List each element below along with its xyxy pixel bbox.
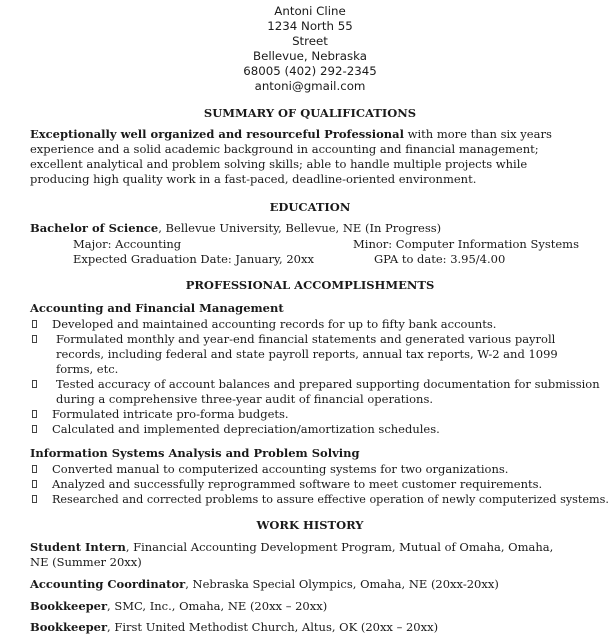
list-item: Analyzed and successfully reprogrammed software to meet customer requirements.	[30, 477, 600, 492]
job-entry	[30, 599, 327, 614]
job-details: , Nebraska Special Olympics, Omaha, NE (20xx-20xx)	[185, 577, 499, 591]
bullet-icon	[32, 410, 37, 418]
contact-street-line-1: 1234 North 55	[267, 19, 353, 33]
degree-institution: , Bellevue University, Bellevue, NE (In Progress)	[158, 221, 442, 235]
contact-email: antoni@gmail.com	[254, 79, 366, 93]
list-item: Researched and corrected problems to assure effective operation of newly computerized systems.	[30, 492, 600, 507]
education-minor: Minor: Computer Information Systems	[353, 237, 579, 251]
accomplishments-heading: PROFESSIONAL ACCOMPLISHMENTS	[185, 278, 435, 292]
bullet-icon	[32, 480, 37, 488]
job-entry	[30, 577, 499, 592]
contact-street-line-2: Street	[292, 34, 328, 48]
job-details: , SMC, Inc., Omaha, NE (20xx – 20xx)	[107, 599, 328, 613]
bullet-icon	[32, 425, 37, 433]
summary-lead: Exceptionally well organized and resourceful Professional	[30, 127, 404, 141]
job-title: Bookkeeper	[30, 620, 108, 634]
list-item: Developed and maintained accounting records for up to fifty bank accounts.	[30, 317, 600, 332]
list-item: Formulated intricate pro-forma budgets.	[30, 407, 600, 422]
job-title: Accounting Coordinator	[30, 577, 186, 591]
bullet-icon	[32, 380, 37, 388]
list-item: Converted manual to computerized accounting systems for two organizations.	[30, 462, 600, 477]
summary-text: with more than six years experience and a solid academic background in accounting and financial management; excellent analytical and problem solving skills; able to handle multiple projects while producing high quality work in a fast-paced, deadline-oriented environment.	[30, 127, 552, 186]
list-item: Calculated and implemented depreciation/amortization schedules.	[30, 422, 600, 437]
bullet-icon	[32, 335, 37, 343]
accomplishment-group-title: Accounting and Financial Management	[30, 301, 284, 315]
bullet-icon	[32, 320, 37, 328]
contact-name: Antoni Cline	[274, 4, 346, 18]
contact-block	[0, 4, 611, 94]
job-details: , First United Methodist Church, Altus, OK (20xx – 20xx)	[107, 620, 439, 634]
accomplishment-group-title: Information Systems Analysis and Problem Solving	[30, 446, 360, 460]
list-item: Tested accuracy of account balances and prepared supporting documentation for submission during a comprehensive three-year audit of financial operations.	[30, 377, 600, 407]
education-heading: EDUCATION	[269, 200, 351, 214]
job-entry	[30, 620, 438, 635]
bullet-icon	[32, 495, 37, 503]
contact-zip-phone: 68005 (402) 292-2345	[243, 64, 377, 78]
job-entry	[30, 540, 553, 555]
education-major: Major: Accounting	[73, 237, 182, 251]
accomplishment-list	[30, 462, 609, 507]
education-gpa: GPA to date: 3.95/4.00	[374, 252, 506, 266]
bullet-icon	[32, 465, 37, 473]
accomplishment-list	[30, 317, 600, 437]
contact-city: Bellevue, Nebraska	[252, 49, 368, 63]
job-details: , Financial Accounting Development Program, Mutual of Omaha, Omaha,	[125, 540, 554, 554]
job-title: Bookkeeper	[30, 599, 108, 613]
summary-heading: SUMMARY OF QUALIFICATIONS	[203, 106, 417, 120]
summary-paragraph	[30, 127, 590, 187]
list-item: Formulated monthly and year-end financial statements and generated various payroll records, including federal and state payroll reports, annual tax reports, W-2 and 1099 forms, etc.	[30, 332, 600, 377]
job-title: Student Intern	[30, 540, 126, 554]
education-graduation: Expected Graduation Date: January, 20xx	[73, 252, 314, 266]
degree-title: Bachelor of Science	[30, 221, 159, 235]
work-heading: WORK HISTORY	[256, 518, 364, 532]
job-details-continued: NE (Summer 20xx)	[30, 555, 142, 569]
education-degree	[30, 221, 441, 236]
